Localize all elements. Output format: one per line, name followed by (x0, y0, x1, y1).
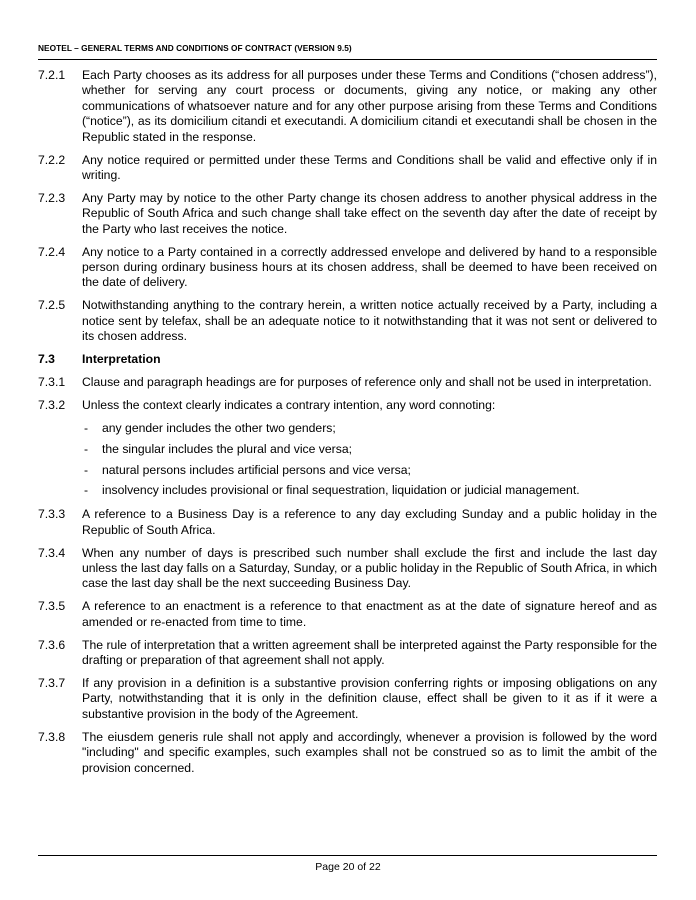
section-title: Interpretation (82, 352, 161, 366)
clause (38, 153, 657, 184)
list-item-text: the singular includes the plural and vice versa; (102, 441, 352, 456)
list-item-text: any gender includes the other two genders; (102, 420, 336, 435)
clause-text: Clause and paragraph headings are for purposes of reference only and shall not be used in interpretation. (82, 374, 652, 389)
clause-text: Unless the context clearly indicates a contrary intention, any word connoting: (82, 397, 496, 412)
clause-number: 7.3.5 (38, 599, 66, 614)
clause-number: 7.3.7 (38, 676, 66, 690)
clause-number: 7.3.4 (38, 545, 66, 560)
bullet-dash: - (84, 441, 89, 456)
list-item (38, 442, 657, 457)
clause (38, 638, 657, 669)
header-divider (38, 59, 657, 60)
clause (38, 507, 657, 538)
section-heading (38, 352, 657, 367)
clause (38, 298, 657, 344)
clause-number: 7.2.4 (38, 244, 66, 259)
clause (38, 191, 657, 237)
clause-number: 7.2.1 (38, 68, 66, 82)
clause (38, 730, 657, 776)
clause-number: 7.3.6 (38, 637, 66, 652)
bullet-dash: - (84, 462, 89, 477)
list-item-text: natural persons includes artificial persons and vice versa; (102, 462, 411, 477)
clause-text: A reference to an enactment is a reference to that enactment as at the date of signature hereof and as amended or re-enacted from time to time. (82, 599, 657, 629)
bullet-dash: - (84, 483, 89, 498)
clause-number: 7.2.3 (38, 190, 66, 205)
clause (38, 398, 657, 413)
section-number: 7.3 (38, 352, 55, 366)
clause (38, 599, 657, 630)
clause-number: 7.2.2 (38, 152, 66, 167)
clause-text: If any provision in a definition is a substantive provision conferring rights or imposing obligations on any Party, notwithstanding that it is only in the definition clause, effect shall be given to it as if it were a substantive provision in the body of the Agreement. (82, 676, 657, 721)
clause-text: Any notice required or permitted under these Terms and Conditions shall be valid and effective only if in writing. (82, 152, 657, 182)
clause-text: Any Party may by notice to the other Party change its chosen address to another physical address in the Republic of South Africa and such change shall take effect on the seventh day after the date of receipt by the Party who last receives the notice. (82, 190, 657, 236)
page-number: Page 20 of 22 (315, 861, 381, 873)
clause-number: 7.3.8 (38, 729, 66, 744)
clause-text: When any number of days is prescribed such number shall exclude the first and include the last day unless the last day falls on a Saturday, Sunday, or a public holiday in the Republic of South Africa, in which case the last day shall be the next succeeding Business Day. (82, 545, 657, 591)
clause (38, 375, 657, 390)
footer-divider (38, 855, 657, 856)
clause-number: 7.2.5 (38, 298, 66, 313)
clause-text: The rule of interpretation that a written agreement shall be interpreted against the Party responsible for the drafting or preparation of that agreement shall not apply. (82, 637, 657, 668)
list-item-text: insolvency includes provisional or final sequestration, liquidation or judicial management. (102, 483, 580, 498)
list-item (38, 421, 657, 436)
document-body (38, 68, 657, 783)
clause-text: The eiusdem generis rule shall not apply and accordingly, whenever a provision is followed by the word "including" and specific examples, such examples shall not be construed so as to limit the ambit of the provision concerned. (82, 729, 657, 775)
clause-number: 7.3.2 (38, 397, 66, 412)
clause (38, 546, 657, 592)
clause-number: 7.3.3 (38, 507, 66, 522)
clauses-7-2 (38, 68, 657, 345)
list-item (38, 463, 657, 478)
clause-text: Notwithstanding anything to the contrary herein, a written notice actually received by a Party, including a notice sent by telefax, shall be an adequate notice to it notwithstanding that it was not sent or delivered to its chosen address. (82, 298, 657, 344)
clause (38, 68, 657, 145)
clause (38, 676, 657, 722)
clause-number: 7.3.1 (38, 374, 66, 389)
clauses-7-3-intro (38, 375, 657, 413)
bullet-dash: - (84, 420, 89, 435)
clause (38, 245, 657, 291)
bullet-list (38, 421, 657, 499)
clause-text: A reference to a Business Day is a reference to any day excluding Sunday and a public holiday in the Republic of South Africa. (82, 507, 657, 537)
clauses-7-3 (38, 507, 657, 776)
document-header: NEOTEL – GENERAL TERMS AND CONDITIONS OF CONTRACT (VERSION 9.5) (38, 43, 352, 53)
clause-text: Each Party chooses as its address for all purposes under these Terms and Conditions (“chosen address”), whether for serving any court process or documents, giving any notice, or making any other communications of whatsoever nature and for any other purpose arising from these Terms and Conditions (“notice”), as its domicilium citandi et executandi. A domicilium citandi et executandi shall be chosen in the Republic stated in the response. (82, 68, 657, 144)
list-item (38, 483, 657, 498)
clause-text: Any notice to a Party contained in a correctly addressed envelope and delivered by hand to a responsible person during ordinary business hours at its chosen address, shall be deemed to have been received on the date of delivery. (82, 244, 657, 290)
